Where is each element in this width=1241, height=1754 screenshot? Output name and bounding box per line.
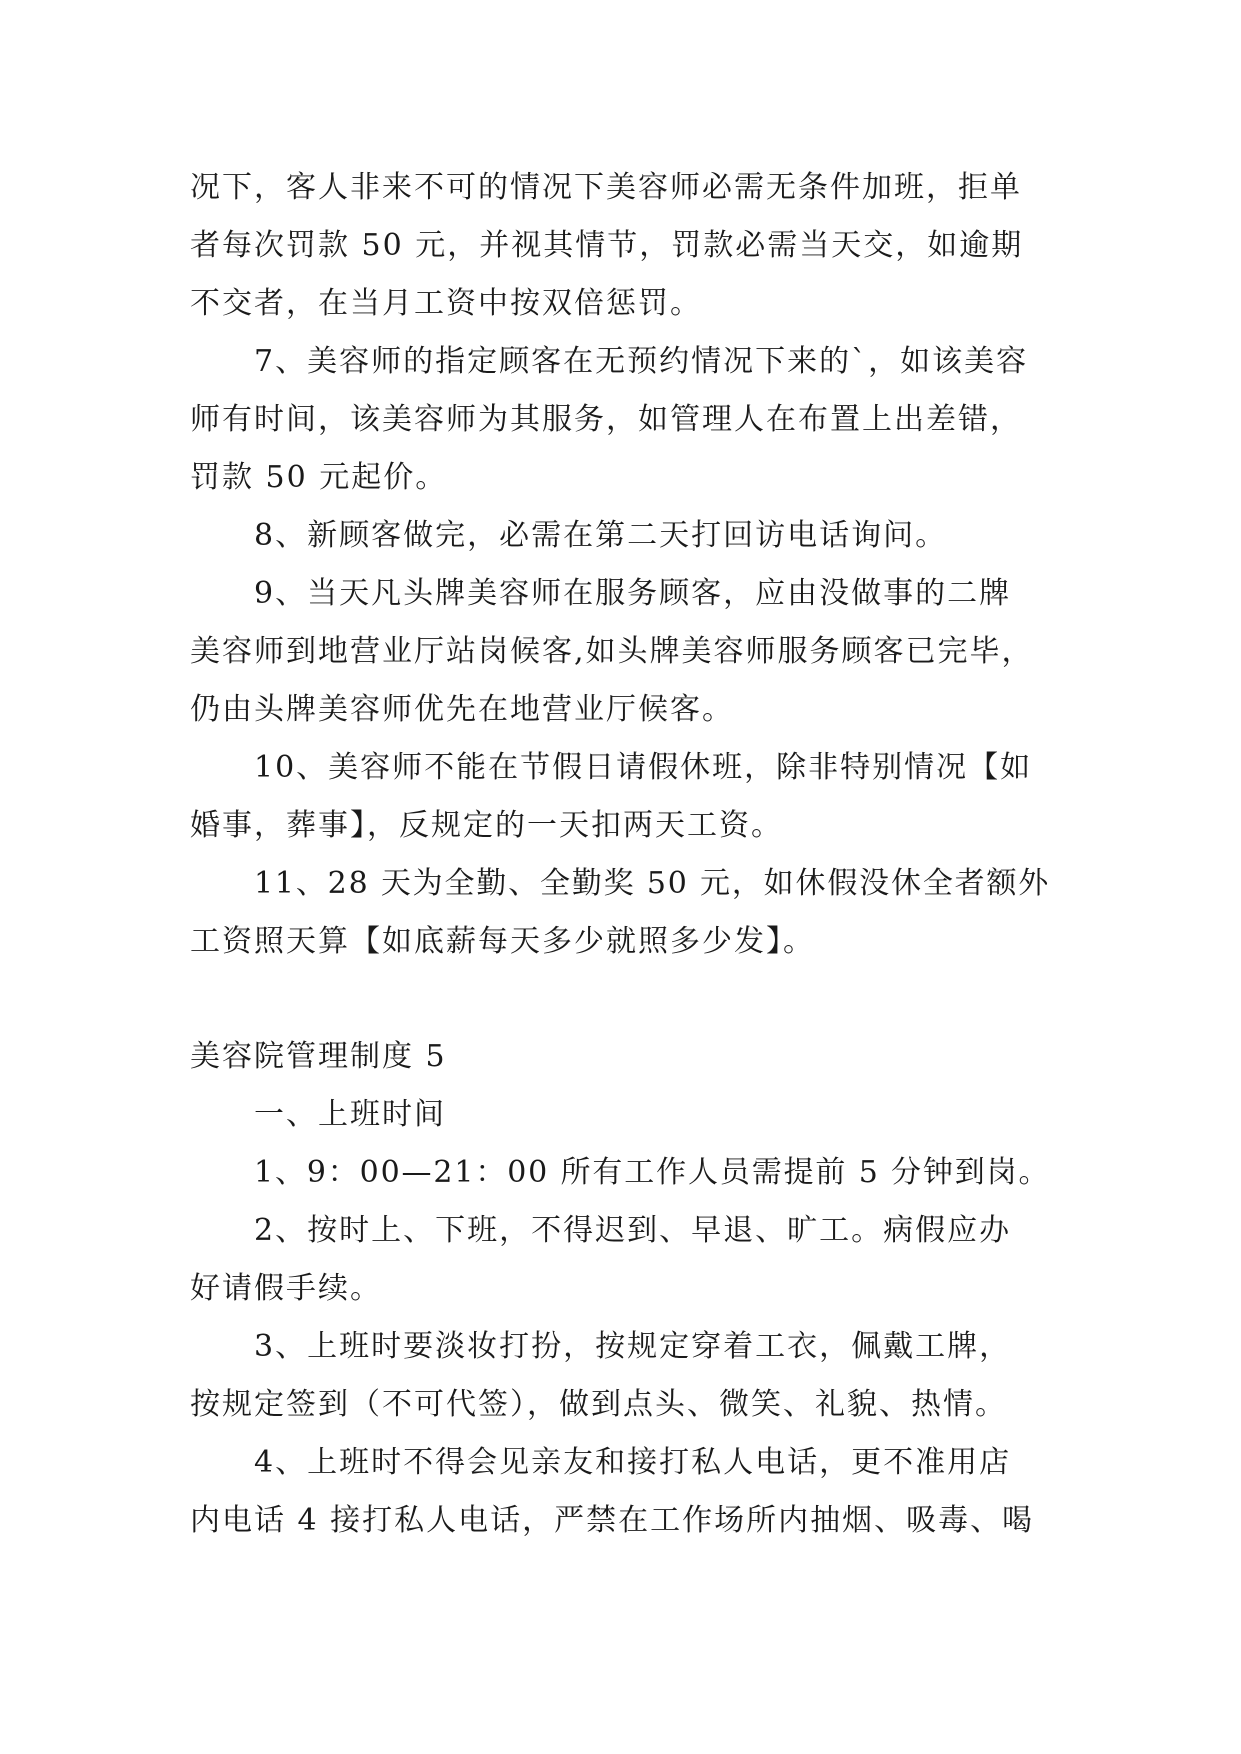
paragraph-8-start: 8、新顾客做完，必需在第二天打回访电话询问。 <box>254 518 948 553</box>
text-line: 工资照天算【如底薪每天多少就照多少发】。 <box>190 924 815 959</box>
rule-1-start: 1、9：00—21：00 所有工作人员需提前 5 分钟到岗。 <box>254 1155 1051 1190</box>
subsection-heading: 一、上班时间 <box>254 1097 446 1132</box>
section-heading: 美容院管理制度 5 <box>190 1039 447 1074</box>
rule-2-start: 2、按时上、下班，不得迟到、早退、旷工。病假应办 <box>254 1213 1012 1248</box>
text-line: 师有时间，该美容师为其服务，如管理人在布置上出差错， <box>190 402 1022 437</box>
rule-3-start: 3、上班时要淡妆打扮，按规定穿着工衣，佩戴工牌， <box>254 1329 1012 1364</box>
text-line: 好请假手续。 <box>190 1271 382 1306</box>
text-line: 况下，客人非来不可的情况下美容师必需无条件加班，拒单 <box>190 170 1022 205</box>
text-line: 仍由头牌美容师优先在地营业厅候客。 <box>190 692 734 727</box>
text-line: 罚款 50 元起价。 <box>190 460 448 495</box>
text-line: 按规定签到（不可代签），做到点头、微笑、礼貌、热情。 <box>190 1387 1007 1422</box>
text-line: 内电话 4 接打私人电话，严禁在工作场所内抽烟、吸毒、喝 <box>190 1503 1035 1538</box>
paragraph-9-start: 9、当天凡头牌美容师在服务顾客，应由没做事的二牌 <box>254 576 1012 611</box>
paragraph-11-start: 11、28 天为全勤、全勤奖 50 元，如休假没休全者额外 <box>254 866 1051 901</box>
text-line: 美容师到地营业厅站岗候客,如头牌美容师服务顾客已完毕， <box>190 634 1034 669</box>
paragraph-7-start: 7、美容师的指定顾客在无预约情况下来的`，如该美容 <box>254 344 1029 379</box>
text-line: 者每次罚款 50 元，并视其情节，罚款必需当天交，如逾期 <box>190 228 1024 263</box>
rule-4-start: 4、上班时不得会见亲友和接打私人电话，更不准用店 <box>254 1445 1012 1480</box>
text-line: 不交者，在当月工资中按双倍惩罚。 <box>190 286 702 321</box>
paragraph-10-start: 10、美容师不能在节假日请假休班，除非特别情况【如 <box>254 750 1033 785</box>
text-line: 婚事，葬事】，反规定的一天扣两天工资。 <box>190 808 783 843</box>
